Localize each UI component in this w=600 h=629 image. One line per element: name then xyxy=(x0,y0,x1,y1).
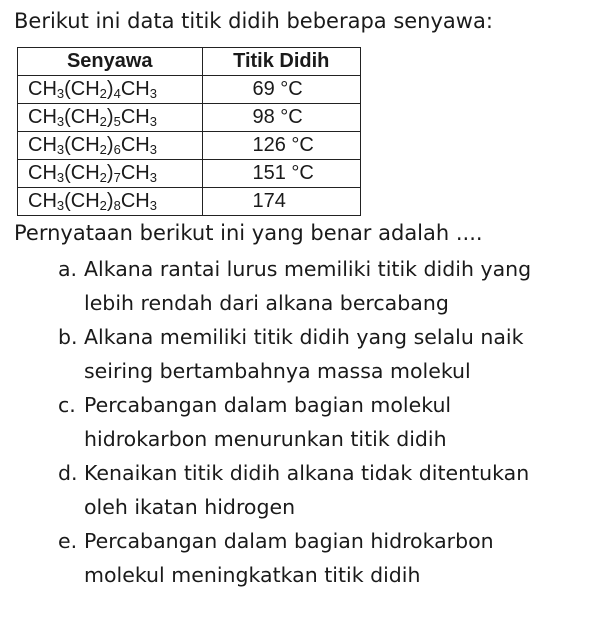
option-text-line: Kenaikan titik didih alkana tidak ditentukan xyxy=(84,461,530,485)
question-text: Pernyataan berikut ini yang benar adalah .... xyxy=(14,221,483,245)
header-compound: Senyawa xyxy=(18,48,203,76)
option-text-line: molekul meningkatkan titik didih xyxy=(84,563,421,587)
table-row xyxy=(18,160,361,188)
compound-formula: $CH_3(CH_2)_7CH_3$ xyxy=(18,160,203,188)
option-text-line: seiring bertambahnya massa molekul xyxy=(84,359,471,383)
table-header-row xyxy=(18,48,361,76)
boiling-point-table xyxy=(17,47,361,216)
option-text-line: Percabangan dalam bagian hidrokarbon xyxy=(84,529,494,553)
compound-formula: $CH_3(CH_2)_4CH_3$ xyxy=(18,76,203,104)
option-c[interactable] xyxy=(58,388,588,456)
header-boiling-point: Titik Didih xyxy=(202,48,361,76)
table-row xyxy=(18,104,361,132)
option-text-line: lebih rendah dari alkana bercabang xyxy=(84,291,449,315)
option-text-line: Alkana memiliki titik didih yang selalu naik xyxy=(84,325,524,349)
table-row xyxy=(18,188,361,216)
option-letter: a. xyxy=(58,257,78,281)
compound-formula: $CH_3(CH_2)_6CH_3$ xyxy=(18,132,203,160)
boiling-point-value: 151 °C xyxy=(202,160,361,188)
option-e[interactable] xyxy=(58,524,588,592)
boiling-point-value: 98 °C xyxy=(202,104,361,132)
intro-text: Berikut ini data titik didih beberapa senyawa: xyxy=(14,9,493,33)
boiling-point-value: 69 °C xyxy=(202,76,361,104)
table-row xyxy=(18,132,361,160)
boiling-point-value: 126 °C xyxy=(202,132,361,160)
table-row xyxy=(18,76,361,104)
answer-options xyxy=(58,252,588,592)
compound-formula: $CH_3(CH_2)_8CH_3$ xyxy=(18,188,203,216)
option-a[interactable] xyxy=(58,252,588,320)
option-d[interactable] xyxy=(58,456,588,524)
compound-formula: $CH_3(CH_2)_5CH_3$ xyxy=(18,104,203,132)
option-letter: b. xyxy=(58,325,78,349)
option-letter: c. xyxy=(58,393,76,417)
option-text-line: Alkana rantai lurus memiliki titik didih yang xyxy=(84,257,532,281)
boiling-point-value: 174 xyxy=(202,188,361,216)
option-letter: d. xyxy=(58,461,78,485)
option-letter: e. xyxy=(58,529,78,553)
option-text-line: oleh ikatan hidrogen xyxy=(84,495,296,519)
option-text-line: Percabangan dalam bagian molekul xyxy=(84,393,452,417)
option-text-line: hidrokarbon menurunkan titik didih xyxy=(84,427,447,451)
option-b[interactable] xyxy=(58,320,588,388)
